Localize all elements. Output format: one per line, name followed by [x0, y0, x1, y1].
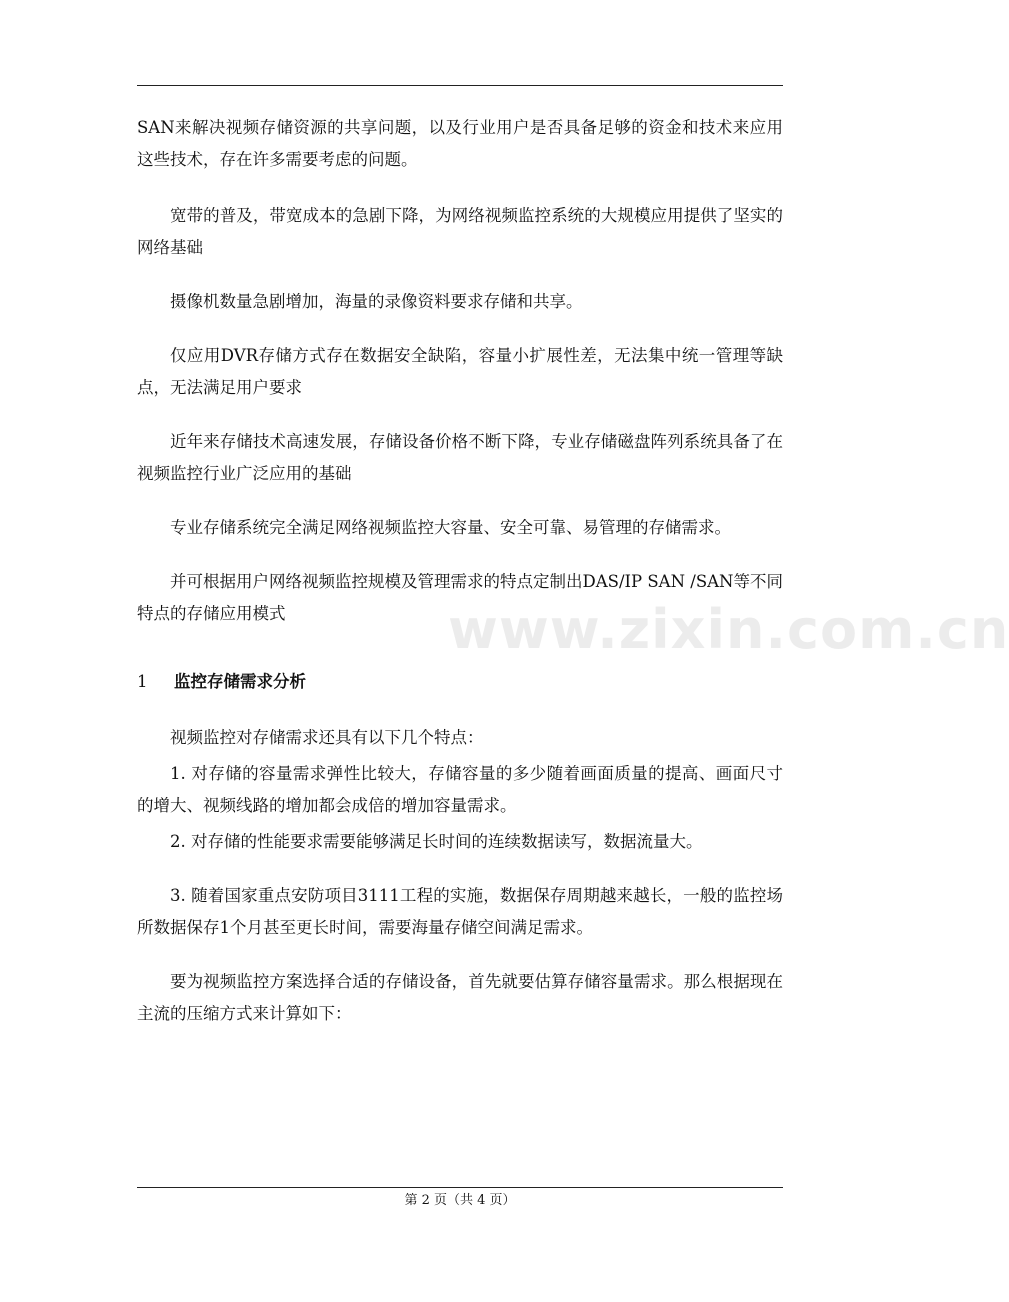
watermark: www.zixin.com.cn — [448, 598, 1009, 661]
paragraph-cameras: 摄像机数量急剧增加，海量的录像资料要求存储和共享。 — [170, 292, 583, 311]
page-footer: 第 2 页（共 4 页） — [404, 1193, 516, 1208]
paragraph-features-intro: 视频监控对存储需求还具有以下几个特点： — [170, 728, 484, 747]
paragraph-broadband: 宽带的普及，带宽成本的急剧下降，为网络视频监控系统的大规模应用提供了坚实的网络基础 — [137, 206, 783, 257]
paragraph-custom-modes: 并可根据用户网络视频监控规模及管理需求的特点定制出DAS/IP SAN /SAN等不同特点的存储应用模式 — [137, 572, 783, 623]
paragraph-professional-storage: 专业存储系统完全满足网络视频监控大容量、安全可靠、易管理的存储需求。 — [170, 518, 731, 537]
header-rule — [137, 85, 783, 86]
page-body — [137, 112, 783, 1030]
list-item-performance: 2. 对存储的性能要求需要能够满足长时间的连续数据读写，数据流量大。 — [170, 832, 703, 851]
paragraph-estimate: 要为视频监控方案选择合适的存储设备，首先就要估算存储容量需求。那么根据现在主流的压缩方式来计算如下： — [137, 972, 783, 1023]
footer-rule — [137, 1187, 783, 1188]
section-number: 1 — [137, 672, 148, 691]
paragraph-storage-tech: 近年来存储技术高速发展，存储设备价格不断下降，专业存储磁盘阵列系统具备了在视频监控行业广泛应用的基础 — [137, 432, 783, 483]
section-heading — [137, 666, 783, 698]
section-title: 监控存储需求分析 — [174, 672, 306, 691]
paragraph-san-intro: SAN来解决视频存储资源的共享问题，以及行业用户是否具备足够的资金和技术来应用这些技术，存在许多需要考虑的问题。 — [137, 118, 783, 169]
paragraph-dvr: 仅应用DVR存储方式存在数据安全缺陷，容量小扩展性差，无法集中统一管理等缺点，无法满足用户要求 — [137, 346, 783, 397]
list-item-retention: 3. 随着国家重点安防项目3111工程的实施，数据保存周期越来越长，一般的监控场所数据保存1个月甚至更长时间，需要海量存储空间满足需求。 — [137, 886, 783, 937]
list-item-capacity: 1. 对存储的容量需求弹性比较大，存储容量的多少随着画面质量的提高、画面尺寸的增大、视频线路的增加都会成倍的增加容量需求。 — [137, 764, 783, 815]
